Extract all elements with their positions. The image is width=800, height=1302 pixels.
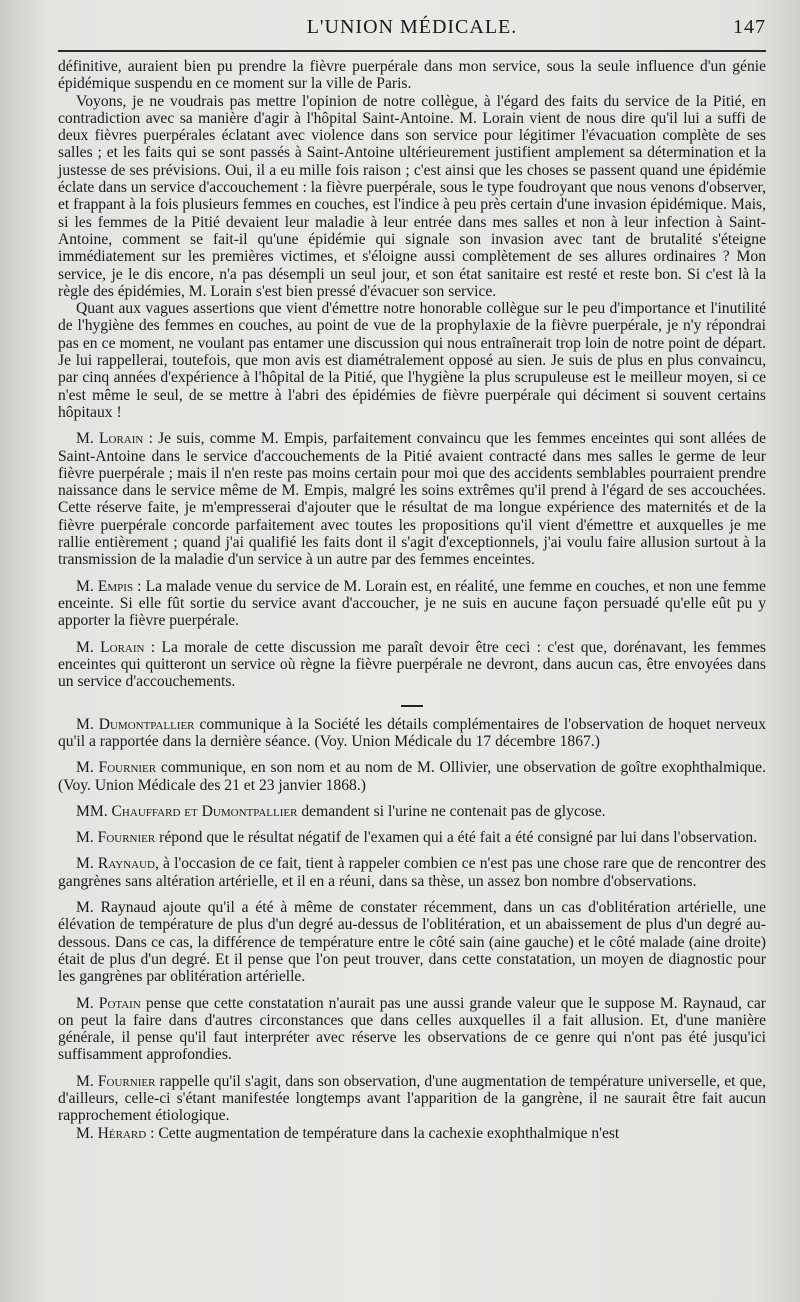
paragraph: M. Dumontpallier communique à la Société les détails complémentaires de l'observation de hoquet nerveux qu'il a rapportée dans la dernière séance. (Voy. Union Médicale du 17 décembre 1867.): [58, 715, 767, 750]
paragraph: M. Raynaud, à l'occasion de ce fait, tient à rappeler combien ce n'est pas une chose rare que de rencontrer des gangrènes sans altération artérielle, et il en a réuni, dans sa thèse, un assez bon nombre d'observations.: [58, 855, 767, 890]
paragraph: M. Empis : La malade venue du service de M. Lorain est, en réalité, une femme en couches, et non une femme enceinte. Si elle fût sortie du service avant d'accoucher, je ne suis en aucune façon persuadé qu'elle eût pu y apporter la fièvre puerpérale.: [58, 577, 766, 630]
paragraph: M. Fournier répond que le résultat négatif de l'examen qui a été fait a été consigné par lui dans l'observation.: [76, 829, 758, 847]
body-text: [58, 58, 766, 1142]
paragraph: Voyons, je ne voudrais pas mettre l'opinion de notre collègue, à l'égard des faits du service de la Pitié, en contradiction avec sa manière d'agir à l'hôpital Saint-Antoine. M. Lorain vient de nous dire qu'il lui a suffi de deux fièvres puerpérales éclatant avec violence dans son service pour légitimer l'évacuation complète de ses salles ; et les faits qui se sont passés à Saint-Antoine ultérieurement justifient amplement sa détermination et la justesse de ses prévisions. Oui, il a eu mille fois raison ; c'est ainsi que les choses se passent quand une épidémie éclate dans un service d'accouchement : la fièvre puerpérale, sous le type foudroyant que nous venons d'observer, et frappant à la fois plusieurs femmes en couches, est l'indice à peu près certain d'une invasion épidémique. Mais, si les femmes de la Pitié devaient leur maladie à leur entrée dans mes salles et non à leur infection à Saint-Antoine, comment se fait-il qu'une épidémie qui signale son invasion avec tant de brutalité s'éteigne immédiatement sur les premières victimes, et s'éloigne aussi complètement de ses allures ordinaires ? Mon service, je le dis encore, n'a pas désempli un seul jour, et son état sanitaire est resté et reste bon. Si c'est là la règle des épidémies, M. Lorain s'est bien pressé d'évacuer son service.: [58, 92, 766, 300]
running-header: [58, 10, 766, 44]
speaker-name: MM. Chauffard et Dumontpallier: [76, 802, 298, 820]
speaker-name: M. Fournier: [76, 759, 157, 777]
paragraph: M. Raynaud ajoute qu'il a été à même de constater récemment, dans un cas d'oblitération artérielle, une élévation de température de plus d'un degré au-dessus de l'oblitération, et un abaissement de plus d'un degré au-dessous. Dans ce cas, la différence de température entre le côté sain (aine gauche) et le côté malade (aine droite) était de plus d'un degré. Et il pense que l'on peut trouver, dans cette constatation, un moyen de diagnostic pour les gangrènes par oblitération artérielle.: [58, 899, 766, 986]
speaker-name: M. Raynaud: [76, 855, 155, 873]
speaker-name: M. Hérard: [76, 1124, 147, 1142]
speaker-name: M. Fournier: [76, 829, 156, 847]
paragraph: MM. Chauffard et Dumontpallier demandent si l'urine ne contenait pas de glycose.: [76, 802, 606, 820]
paragraph: M. Lorain : Je suis, comme M. Empis, parfaitement convaincu que les femmes enceintes qui sont allées de Saint-Antoine dans le service d'accouchements de la Pitié avaient contracté dans mes salles le germe de leur fièvre puerpérale ; mais il n'en reste pas moins certain pour moi que des accidents semblables pourraient prendre naissance dans le service même de M. Empis, malgré les soins extrêmes qu'il prend à l'égard de ses accouchées. Cette réserve faite, je m'empresserai d'ajouter que le résultat de ma longue expérience des maternités et de la fièvre puerpérale concorde parfaitement avec toutes les propositions qu'il vient d'émettre et auxquelles je me rallie entièrement ; quand j'ai qualifié les faits dont il s'agit d'exceptionnels, j'ai voulu faire allusion surtout à la transmission de la maladie d'un service à un autre par des femmes enceintes.: [58, 430, 766, 569]
paragraph: M. Potain pense que cette constatation n'aurait pas une aussi grande valeur que le suppose M. Raynaud, car on peut la faire dans d'autres circonstances que dans celles auxquelles il a fait allusion. Et, d'une manière générale, il pense qu'il faut interpréter avec réserve les observations de ce genre qui n'ont pas été jusqu'ici suffisamment approfondies.: [58, 994, 767, 1064]
header-rule: [58, 50, 766, 52]
paragraph: M. Fournier communique, en son nom et au nom de M. Ollivier, une observation de goître exophthalmique. (Voy. Union Médicale des 21 et 23 janvier 1868.): [58, 759, 766, 794]
paragraph: M. Lorain : La morale de cette discussion me paraît devoir être ceci : c'est que, dorénavant, les femmes enceintes qui quitteront un service où règne la fièvre puerpérale ne devront, dans aucun cas, être envoyées dans un service d'accouchements.: [58, 638, 766, 691]
paragraph: M. Fournier rappelle qu'il s'agit, dans son observation, d'une augmentation de température universelle, et que, d'ailleurs, celle-ci s'étant manifestée longtemps avant l'apparition de la gangrène, il ne saurait être fait aucun rapprochement étiologique.: [58, 1072, 767, 1125]
speaker-name: M. Dumontpallier: [76, 715, 195, 733]
speaker-name: M. Empis: [76, 577, 134, 595]
paragraph: M. Hérard : Cette augmentation de température dans la cachexie exophthalmique n'est: [76, 1124, 620, 1142]
section-divider: [58, 696, 766, 713]
speaker-name: M. Fournier: [76, 1072, 156, 1090]
speaker-name: M. Potain: [76, 994, 141, 1012]
speaker-name: M. Lorain: [76, 430, 144, 448]
journal-title: L'UNION MÉDICALE.: [306, 16, 518, 38]
paragraph: définitive, auraient bien pu prendre la fièvre puerpérale dans mon service, sous la seule influence d'un génie épidémique suspendu en ce moment sur la ville de Paris.: [58, 58, 766, 93]
page-number: 147: [733, 16, 766, 38]
paragraph: Quant aux vagues assertions que vient d'émettre notre honorable collègue sur le peu d'importance et l'inutilité de l'hygiène des femmes en couches, au point de vue de la prophylaxie de la fièvre puerpérale, je n'y répondrai pas en ce moment, ne voulant pas entamer une discussion qui nous entraînerait trop loin de notre point de départ. Je lui rappellerai, toutefois, que mon avis est diamétralement opposé au sien. Je suis de plus en plus convaincu, par cinq années d'expérience à l'hôpital de la Pitié, que l'hygiène la plus scrupuleuse est le meilleur moyen, si ce n'est même le seul, de se mettre à l'abri des épidémies de fièvre puerpérale qui déciment si souvent certains hôpitaux !: [58, 300, 766, 421]
speaker-name: M. Lorain: [76, 638, 145, 656]
